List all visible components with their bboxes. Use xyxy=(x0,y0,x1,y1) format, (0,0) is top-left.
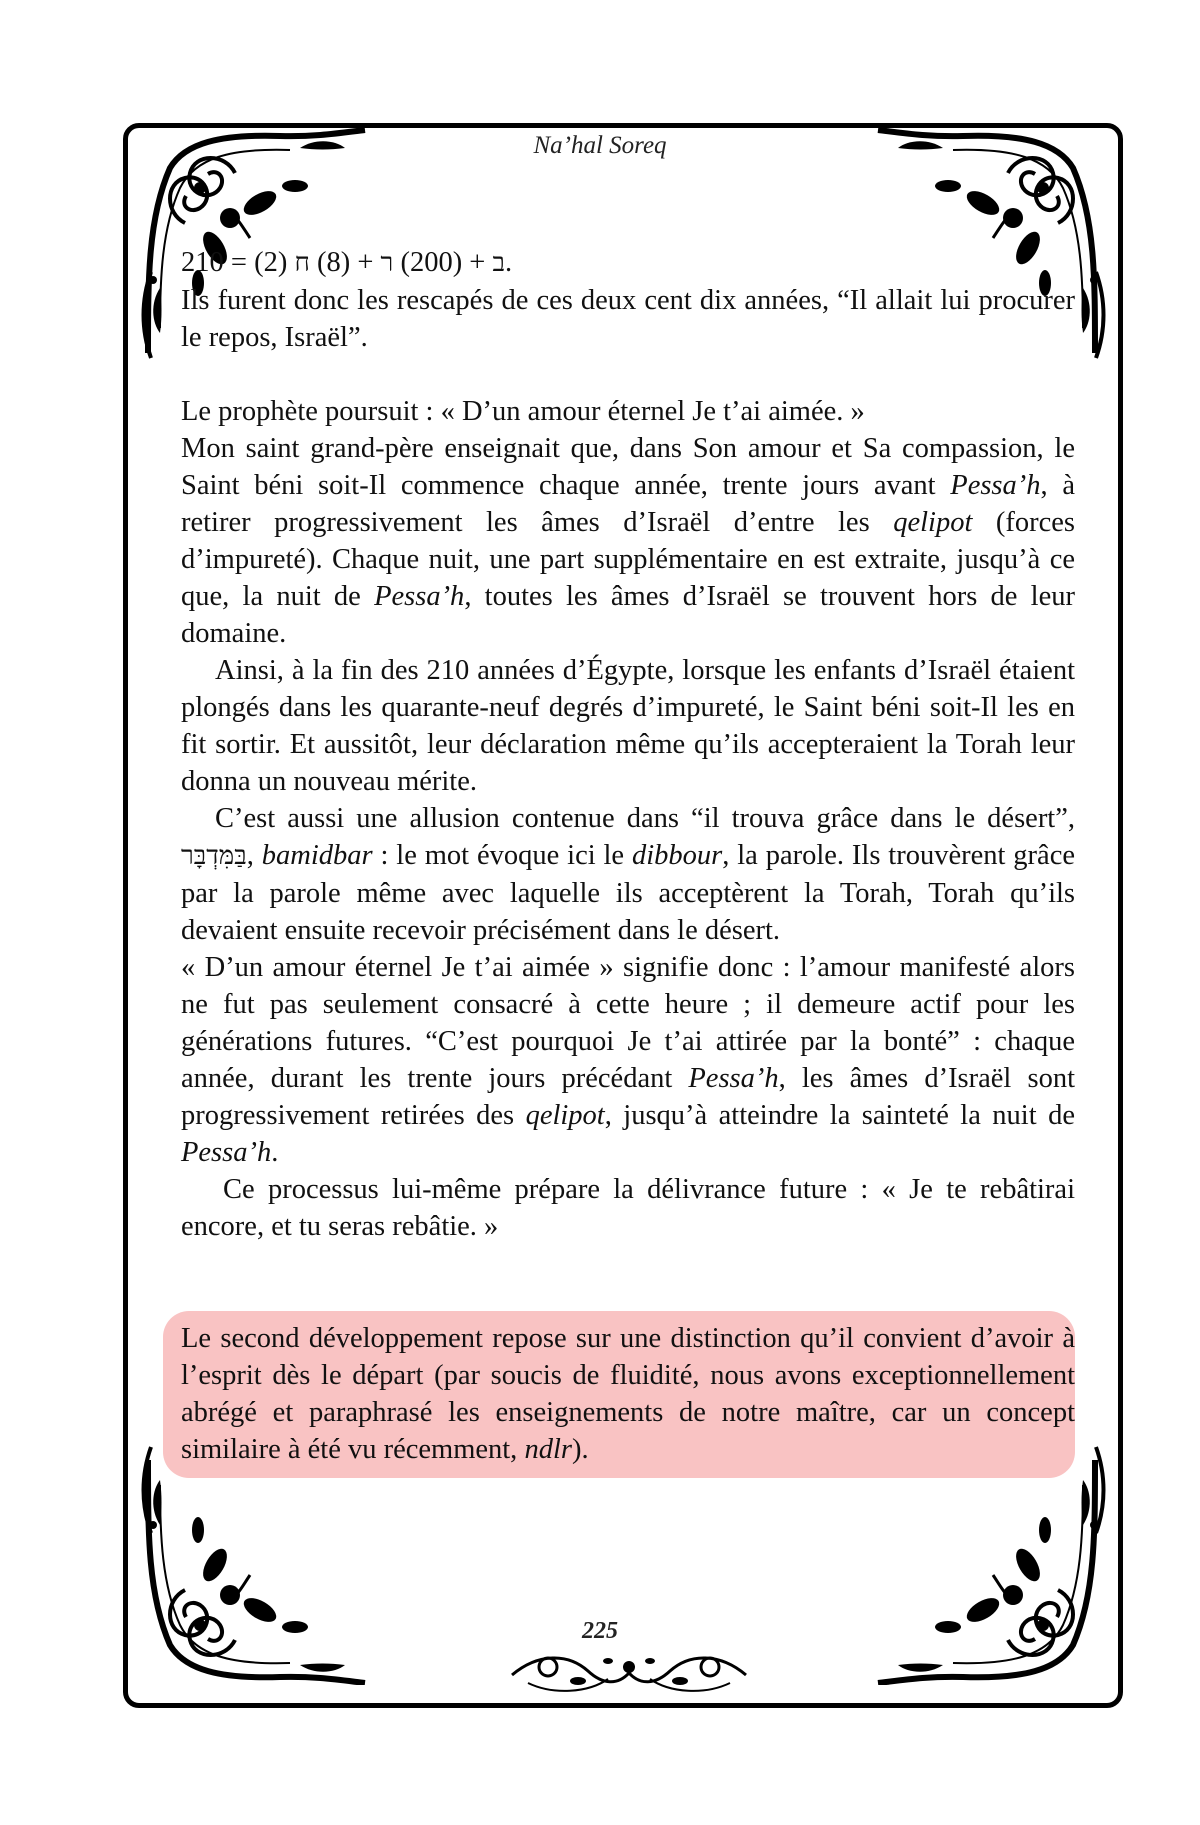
paragraph: Ainsi, à la fin des 210 années d’Égypte, lorsque les enfants d’Israël étaient plongés dans les quarante-neuf degrés d’impureté, le Saint béni soit-Il les en fit sortir. Et aussitôt, leur déclaration même qu’ils accepteraient la Torah leur donna un nouveau mérite. xyxy=(181,655,1075,797)
floral-side-flourish-icon xyxy=(1086,1445,1110,1535)
paragraph: « D’un amour éternel Je t’ai aimée » signifie donc : l’amour manifesté alors ne fut pas seulement consacré à cette heure ; il demeure actif pour les générations futures. “C’est pourquoi Je t’ai attirée par la bonté” : chaque année, durant les trente jours précédant Pessa’h, les âmes d’Israël sont progressivement retirées des qelipot, jusqu’à atteindre la sainteté la nuit de Pessa’h. xyxy=(181,952,1075,1168)
running-title: Na’hal Soreq xyxy=(533,132,667,159)
paragraph: Ce processus lui-même prépare la délivrance future : « Je te rebâtirai encore, et tu seras rebâtie. » xyxy=(181,1174,1075,1242)
page-number: 225 xyxy=(582,1618,618,1644)
floral-side-flourish-icon xyxy=(137,1445,161,1535)
body-text-upper xyxy=(181,244,1075,1245)
paragraph: C’est aussi une allusion contenue dans “il trouva grâce dans le désert”, בַּמִּדְבָּר, bamidbar : le mot évoque ici le dibbour, la parole. Ils trouvèrent grâce par la parole même avec laquelle ils acceptèrent la Torah, Torah qu’ils devaient ensuite recevoir précisément dans le désert. xyxy=(181,803,1076,946)
floral-side-flourish-icon xyxy=(137,270,161,360)
paragraph: Mon saint grand-père enseignait que, dans Son amour et Sa compassion, le Saint béni soit-Il commence chaque année, trente jours avant Pessa’h, à retirer progressivement les âmes d’Israël d’entre les qelipot (forces d’impureté). Chaque nuit, une part supplémentaire en est extraite, jusqu’à ce que, la nuit de Pessa’h, toutes les âmes d’Israël se trouvent hors de leur domaine. xyxy=(181,433,1075,649)
floral-corner-icon xyxy=(873,1455,1103,1685)
floral-corner-icon xyxy=(140,1455,370,1685)
floral-side-flourish-icon xyxy=(1086,270,1110,360)
floral-bottom-ornament-icon xyxy=(508,1645,750,1695)
paragraph: Le prophète poursuit : « D’un amour éternel Je t’ai aimée. » xyxy=(181,396,865,427)
editor-note-text: Le second développement repose sur une distinction qu’il convient d’avoir à l’esprit dès le départ (par soucis de fluidité, nous avons exceptionnellement abrégé et paraphrasé les enseignements de notre maître, car un concept similaire à été vu récemment, ndlr). xyxy=(181,1323,1075,1465)
paragraph: Ils furent donc les rescapés de ces deux cent dix années, “Il allait lui procurer le repos, Israël”. xyxy=(181,285,1075,353)
gematria-equation: 210 = (2) ב + (200) ר + (8) ח . xyxy=(181,247,513,278)
editor-note-highlight xyxy=(163,1311,1075,1478)
hebrew-word: בַּמִּדְבָּר xyxy=(181,841,247,871)
